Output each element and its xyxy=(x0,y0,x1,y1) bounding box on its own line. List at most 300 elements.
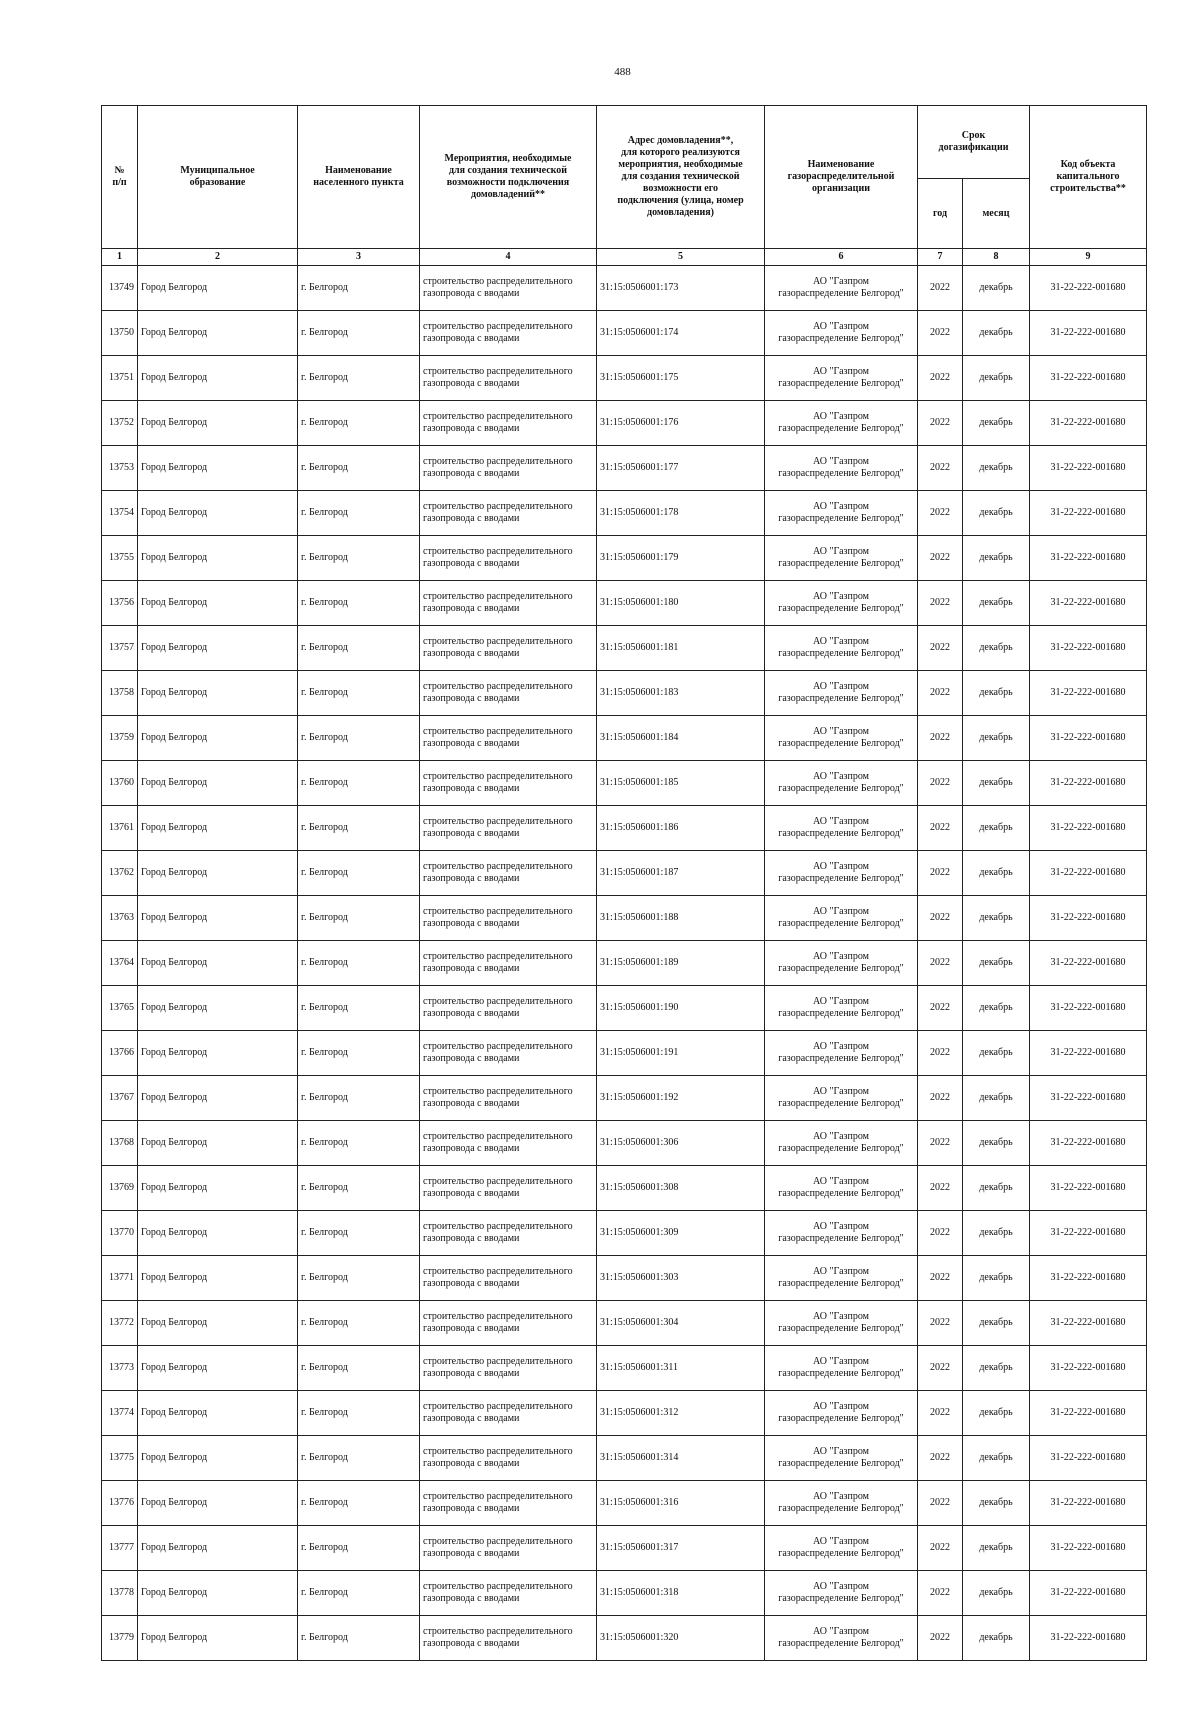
cell-settlement: г. Белгород xyxy=(298,1256,420,1301)
column-number: 6 xyxy=(765,249,918,266)
cell-settlement: г. Белгород xyxy=(298,1571,420,1616)
cell-settlement: г. Белгород xyxy=(298,761,420,806)
cell-address: 31:15:0506001:308 xyxy=(597,1166,765,1211)
cell-month: декабрь xyxy=(963,581,1030,626)
cell-code: 31-22-222-001680 xyxy=(1030,1436,1147,1481)
cell-year: 2022 xyxy=(918,671,963,716)
cell-measure: строительство распределительного газопровода с вводами xyxy=(420,1436,597,1481)
cell-measure: строительство распределительного газопровода с вводами xyxy=(420,626,597,671)
table-row xyxy=(102,1391,1147,1436)
cell-measure: строительство распределительного газопровода с вводами xyxy=(420,851,597,896)
cell-num: 13776 xyxy=(102,1481,138,1526)
column-number: 2 xyxy=(138,249,298,266)
table-row xyxy=(102,356,1147,401)
cell-num: 13777 xyxy=(102,1526,138,1571)
cell-org: АО "Газпром газораспределение Белгород" xyxy=(765,581,918,626)
cell-measure: строительство распределительного газопровода с вводами xyxy=(420,1076,597,1121)
cell-municipality: Город Белгород xyxy=(138,356,298,401)
cell-num: 13756 xyxy=(102,581,138,626)
cell-month: декабрь xyxy=(963,266,1030,311)
cell-year: 2022 xyxy=(918,1481,963,1526)
cell-org: АО "Газпром газораспределение Белгород" xyxy=(765,671,918,716)
cell-org: АО "Газпром газораспределение Белгород" xyxy=(765,1301,918,1346)
cell-year: 2022 xyxy=(918,446,963,491)
cell-code: 31-22-222-001680 xyxy=(1030,896,1147,941)
cell-year: 2022 xyxy=(918,1436,963,1481)
cell-address: 31:15:0506001:318 xyxy=(597,1571,765,1616)
cell-num: 13766 xyxy=(102,1031,138,1076)
table-row xyxy=(102,311,1147,356)
cell-year: 2022 xyxy=(918,1166,963,1211)
cell-code: 31-22-222-001680 xyxy=(1030,491,1147,536)
header-year: год xyxy=(918,179,963,249)
header-municipality: Муниципальное образование xyxy=(138,106,298,249)
cell-municipality: Город Белгород xyxy=(138,761,298,806)
cell-measure: строительство распределительного газопровода с вводами xyxy=(420,1571,597,1616)
cell-settlement: г. Белгород xyxy=(298,1121,420,1166)
table-row xyxy=(102,1436,1147,1481)
cell-year: 2022 xyxy=(918,1211,963,1256)
cell-municipality: Город Белгород xyxy=(138,536,298,581)
table-row xyxy=(102,1076,1147,1121)
cell-municipality: Город Белгород xyxy=(138,1436,298,1481)
cell-measure: строительство распределительного газопровода с вводами xyxy=(420,1346,597,1391)
header-measures: Мероприятия, необходимые для создания технической возможности подключения домовладений** xyxy=(420,106,597,249)
cell-year: 2022 xyxy=(918,266,963,311)
cell-municipality: Город Белгород xyxy=(138,491,298,536)
cell-code: 31-22-222-001680 xyxy=(1030,536,1147,581)
cell-measure: строительство распределительного газопровода с вводами xyxy=(420,1481,597,1526)
cell-measure: строительство распределительного газопровода с вводами xyxy=(420,1211,597,1256)
cell-num: 13753 xyxy=(102,446,138,491)
cell-municipality: Город Белгород xyxy=(138,986,298,1031)
column-number: 8 xyxy=(963,249,1030,266)
cell-settlement: г. Белгород xyxy=(298,356,420,401)
cell-year: 2022 xyxy=(918,1121,963,1166)
cell-year: 2022 xyxy=(918,716,963,761)
cell-address: 31:15:0506001:187 xyxy=(597,851,765,896)
cell-measure: строительство распределительного газопровода с вводами xyxy=(420,1031,597,1076)
cell-address: 31:15:0506001:176 xyxy=(597,401,765,446)
cell-org: АО "Газпром газораспределение Белгород" xyxy=(765,986,918,1031)
cell-code: 31-22-222-001680 xyxy=(1030,1526,1147,1571)
cell-settlement: г. Белгород xyxy=(298,1211,420,1256)
cell-month: декабрь xyxy=(963,1076,1030,1121)
cell-code: 31-22-222-001680 xyxy=(1030,1031,1147,1076)
cell-settlement: г. Белгород xyxy=(298,986,420,1031)
cell-num: 13751 xyxy=(102,356,138,401)
table-row xyxy=(102,761,1147,806)
table-row xyxy=(102,1121,1147,1166)
cell-address: 31:15:0506001:304 xyxy=(597,1301,765,1346)
table-row xyxy=(102,1211,1147,1256)
cell-code: 31-22-222-001680 xyxy=(1030,1481,1147,1526)
cell-num: 13775 xyxy=(102,1436,138,1481)
cell-month: декабрь xyxy=(963,626,1030,671)
cell-code: 31-22-222-001680 xyxy=(1030,1616,1147,1661)
cell-address: 31:15:0506001:189 xyxy=(597,941,765,986)
cell-num: 13769 xyxy=(102,1166,138,1211)
cell-municipality: Город Белгород xyxy=(138,401,298,446)
cell-settlement: г. Белгород xyxy=(298,536,420,581)
cell-measure: строительство распределительного газопровода с вводами xyxy=(420,401,597,446)
table-row xyxy=(102,401,1147,446)
cell-org: АО "Газпром газораспределение Белгород" xyxy=(765,851,918,896)
cell-municipality: Город Белгород xyxy=(138,1346,298,1391)
cell-address: 31:15:0506001:309 xyxy=(597,1211,765,1256)
header-settlement: Наименование населенного пункта xyxy=(298,106,420,249)
cell-measure: строительство распределительного газопровода с вводами xyxy=(420,941,597,986)
cell-year: 2022 xyxy=(918,896,963,941)
cell-address: 31:15:0506001:185 xyxy=(597,761,765,806)
cell-org: АО "Газпром газораспределение Белгород" xyxy=(765,266,918,311)
cell-num: 13778 xyxy=(102,1571,138,1616)
cell-year: 2022 xyxy=(918,626,963,671)
cell-settlement: г. Белгород xyxy=(298,896,420,941)
cell-measure: строительство распределительного газопровода с вводами xyxy=(420,1526,597,1571)
cell-num: 13767 xyxy=(102,1076,138,1121)
cell-year: 2022 xyxy=(918,941,963,986)
cell-address: 31:15:0506001:303 xyxy=(597,1256,765,1301)
cell-municipality: Город Белгород xyxy=(138,716,298,761)
cell-code: 31-22-222-001680 xyxy=(1030,1256,1147,1301)
column-number: 9 xyxy=(1030,249,1147,266)
column-number: 1 xyxy=(102,249,138,266)
cell-code: 31-22-222-001680 xyxy=(1030,986,1147,1031)
cell-code: 31-22-222-001680 xyxy=(1030,401,1147,446)
cell-org: АО "Газпром газораспределение Белгород" xyxy=(765,446,918,491)
cell-month: декабрь xyxy=(963,851,1030,896)
cell-year: 2022 xyxy=(918,1526,963,1571)
cell-settlement: г. Белгород xyxy=(298,806,420,851)
cell-year: 2022 xyxy=(918,401,963,446)
cell-code: 31-22-222-001680 xyxy=(1030,1346,1147,1391)
cell-address: 31:15:0506001:175 xyxy=(597,356,765,401)
cell-code: 31-22-222-001680 xyxy=(1030,1076,1147,1121)
cell-measure: строительство распределительного газопровода с вводами xyxy=(420,1121,597,1166)
cell-num: 13771 xyxy=(102,1256,138,1301)
cell-measure: строительство распределительного газопровода с вводами xyxy=(420,581,597,626)
cell-num: 13770 xyxy=(102,1211,138,1256)
cell-org: АО "Газпром газораспределение Белгород" xyxy=(765,1481,918,1526)
cell-month: декабрь xyxy=(963,311,1030,356)
cell-code: 31-22-222-001680 xyxy=(1030,941,1147,986)
header-term: Срок догазификации xyxy=(918,106,1030,179)
cell-address: 31:15:0506001:174 xyxy=(597,311,765,356)
cell-address: 31:15:0506001:191 xyxy=(597,1031,765,1076)
table-row xyxy=(102,1031,1147,1076)
cell-year: 2022 xyxy=(918,1301,963,1346)
cell-month: декабрь xyxy=(963,356,1030,401)
cell-measure: строительство распределительного газопровода с вводами xyxy=(420,1391,597,1436)
cell-municipality: Город Белгород xyxy=(138,446,298,491)
cell-year: 2022 xyxy=(918,806,963,851)
table-row xyxy=(102,941,1147,986)
cell-org: АО "Газпром газораспределение Белгород" xyxy=(765,1436,918,1481)
cell-num: 13749 xyxy=(102,266,138,311)
cell-municipality: Город Белгород xyxy=(138,806,298,851)
cell-settlement: г. Белгород xyxy=(298,1391,420,1436)
cell-code: 31-22-222-001680 xyxy=(1030,1166,1147,1211)
cell-year: 2022 xyxy=(918,761,963,806)
table-row xyxy=(102,1346,1147,1391)
cell-month: декабрь xyxy=(963,1481,1030,1526)
cell-month: декабрь xyxy=(963,1526,1030,1571)
cell-org: АО "Газпром газораспределение Белгород" xyxy=(765,1571,918,1616)
cell-municipality: Город Белгород xyxy=(138,1571,298,1616)
cell-num: 13762 xyxy=(102,851,138,896)
cell-address: 31:15:0506001:180 xyxy=(597,581,765,626)
cell-address: 31:15:0506001:317 xyxy=(597,1526,765,1571)
cell-municipality: Город Белгород xyxy=(138,1256,298,1301)
header-code: Код объекта капитального строительства** xyxy=(1030,106,1147,249)
cell-code: 31-22-222-001680 xyxy=(1030,1571,1147,1616)
cell-year: 2022 xyxy=(918,1031,963,1076)
table-row xyxy=(102,1166,1147,1211)
cell-org: АО "Газпром газораспределение Белгород" xyxy=(765,536,918,581)
table-row xyxy=(102,851,1147,896)
cell-municipality: Город Белгород xyxy=(138,1031,298,1076)
table-row xyxy=(102,1301,1147,1346)
cell-org: АО "Газпром газораспределение Белгород" xyxy=(765,1256,918,1301)
cell-org: АО "Газпром газораспределение Белгород" xyxy=(765,626,918,671)
table-row xyxy=(102,716,1147,761)
cell-num: 13752 xyxy=(102,401,138,446)
cell-org: АО "Газпром газораспределение Белгород" xyxy=(765,806,918,851)
cell-municipality: Город Белгород xyxy=(138,581,298,626)
cell-measure: строительство распределительного газопровода с вводами xyxy=(420,761,597,806)
cell-measure: строительство распределительного газопровода с вводами xyxy=(420,1166,597,1211)
table-row xyxy=(102,626,1147,671)
cell-settlement: г. Белгород xyxy=(298,1616,420,1661)
cell-measure: строительство распределительного газопровода с вводами xyxy=(420,491,597,536)
table-row xyxy=(102,806,1147,851)
cell-code: 31-22-222-001680 xyxy=(1030,806,1147,851)
cell-year: 2022 xyxy=(918,311,963,356)
cell-municipality: Город Белгород xyxy=(138,1166,298,1211)
cell-month: декабрь xyxy=(963,806,1030,851)
cell-code: 31-22-222-001680 xyxy=(1030,761,1147,806)
cell-org: АО "Газпром газораспределение Белгород" xyxy=(765,1526,918,1571)
cell-measure: строительство распределительного газопровода с вводами xyxy=(420,1301,597,1346)
cell-address: 31:15:0506001:312 xyxy=(597,1391,765,1436)
cell-measure: строительство распределительного газопровода с вводами xyxy=(420,536,597,581)
cell-municipality: Город Белгород xyxy=(138,1211,298,1256)
cell-code: 31-22-222-001680 xyxy=(1030,581,1147,626)
cell-month: декабрь xyxy=(963,491,1030,536)
cell-month: декабрь xyxy=(963,1436,1030,1481)
cell-code: 31-22-222-001680 xyxy=(1030,446,1147,491)
table-row xyxy=(102,1616,1147,1661)
table-row xyxy=(102,1571,1147,1616)
cell-municipality: Город Белгород xyxy=(138,311,298,356)
cell-org: АО "Газпром газораспределение Белгород" xyxy=(765,356,918,401)
cell-year: 2022 xyxy=(918,491,963,536)
cell-year: 2022 xyxy=(918,1616,963,1661)
table-row xyxy=(102,581,1147,626)
cell-month: декабрь xyxy=(963,941,1030,986)
table-row xyxy=(102,536,1147,581)
cell-org: АО "Газпром газораспределение Белгород" xyxy=(765,1121,918,1166)
cell-municipality: Город Белгород xyxy=(138,896,298,941)
cell-code: 31-22-222-001680 xyxy=(1030,1391,1147,1436)
cell-settlement: г. Белгород xyxy=(298,1166,420,1211)
cell-month: декабрь xyxy=(963,716,1030,761)
cell-address: 31:15:0506001:173 xyxy=(597,266,765,311)
cell-measure: строительство распределительного газопровода с вводами xyxy=(420,806,597,851)
cell-settlement: г. Белгород xyxy=(298,446,420,491)
cell-num: 13750 xyxy=(102,311,138,356)
cell-month: декабрь xyxy=(963,1256,1030,1301)
table-row xyxy=(102,986,1147,1031)
cell-num: 13763 xyxy=(102,896,138,941)
cell-measure: строительство распределительного газопровода с вводами xyxy=(420,1616,597,1661)
cell-year: 2022 xyxy=(918,581,963,626)
cell-org: АО "Газпром газораспределение Белгород" xyxy=(765,716,918,761)
cell-code: 31-22-222-001680 xyxy=(1030,626,1147,671)
cell-address: 31:15:0506001:181 xyxy=(597,626,765,671)
cell-settlement: г. Белгород xyxy=(298,671,420,716)
cell-org: АО "Газпром газораспределение Белгород" xyxy=(765,1346,918,1391)
cell-municipality: Город Белгород xyxy=(138,1391,298,1436)
column-number: 4 xyxy=(420,249,597,266)
cell-address: 31:15:0506001:177 xyxy=(597,446,765,491)
cell-month: декабрь xyxy=(963,401,1030,446)
cell-address: 31:15:0506001:186 xyxy=(597,806,765,851)
cell-month: декабрь xyxy=(963,761,1030,806)
cell-settlement: г. Белгород xyxy=(298,1481,420,1526)
cell-year: 2022 xyxy=(918,1391,963,1436)
cell-settlement: г. Белгород xyxy=(298,1346,420,1391)
column-number: 5 xyxy=(597,249,765,266)
header-org: Наименование газораспределительной организации xyxy=(765,106,918,249)
cell-municipality: Город Белгород xyxy=(138,1301,298,1346)
column-number: 3 xyxy=(298,249,420,266)
cell-org: АО "Газпром газораспределение Белгород" xyxy=(765,1391,918,1436)
cell-month: декабрь xyxy=(963,986,1030,1031)
cell-code: 31-22-222-001680 xyxy=(1030,716,1147,761)
cell-municipality: Город Белгород xyxy=(138,1481,298,1526)
cell-num: 13772 xyxy=(102,1301,138,1346)
table-row xyxy=(102,1526,1147,1571)
cell-address: 31:15:0506001:178 xyxy=(597,491,765,536)
cell-address: 31:15:0506001:183 xyxy=(597,671,765,716)
cell-num: 13760 xyxy=(102,761,138,806)
table-row xyxy=(102,671,1147,716)
cell-year: 2022 xyxy=(918,356,963,401)
cell-num: 13773 xyxy=(102,1346,138,1391)
cell-municipality: Город Белгород xyxy=(138,1076,298,1121)
cell-num: 13757 xyxy=(102,626,138,671)
cell-num: 13755 xyxy=(102,536,138,581)
cell-settlement: г. Белгород xyxy=(298,1436,420,1481)
cell-month: декабрь xyxy=(963,536,1030,581)
cell-address: 31:15:0506001:311 xyxy=(597,1346,765,1391)
cell-address: 31:15:0506001:190 xyxy=(597,986,765,1031)
cell-num: 13764 xyxy=(102,941,138,986)
cell-address: 31:15:0506001:316 xyxy=(597,1481,765,1526)
cell-settlement: г. Белгород xyxy=(298,941,420,986)
cell-month: декабрь xyxy=(963,1211,1030,1256)
cell-measure: строительство распределительного газопровода с вводами xyxy=(420,356,597,401)
cell-num: 13779 xyxy=(102,1616,138,1661)
table-row xyxy=(102,266,1147,311)
cell-code: 31-22-222-001680 xyxy=(1030,1211,1147,1256)
table-row xyxy=(102,1256,1147,1301)
cell-month: декабрь xyxy=(963,1391,1030,1436)
cell-settlement: г. Белгород xyxy=(298,1301,420,1346)
cell-month: декабрь xyxy=(963,1346,1030,1391)
cell-month: декабрь xyxy=(963,1616,1030,1661)
cell-num: 13761 xyxy=(102,806,138,851)
cell-address: 31:15:0506001:192 xyxy=(597,1076,765,1121)
cell-year: 2022 xyxy=(918,986,963,1031)
cell-year: 2022 xyxy=(918,851,963,896)
cell-address: 31:15:0506001:184 xyxy=(597,716,765,761)
cell-measure: строительство распределительного газопровода с вводами xyxy=(420,716,597,761)
cell-code: 31-22-222-001680 xyxy=(1030,671,1147,716)
cell-address: 31:15:0506001:306 xyxy=(597,1121,765,1166)
cell-org: АО "Газпром газораспределение Белгород" xyxy=(765,401,918,446)
cell-month: декабрь xyxy=(963,1301,1030,1346)
cell-measure: строительство распределительного газопровода с вводами xyxy=(420,311,597,356)
cell-num: 13774 xyxy=(102,1391,138,1436)
cell-num: 13754 xyxy=(102,491,138,536)
cell-org: АО "Газпром газораспределение Белгород" xyxy=(765,1031,918,1076)
cell-year: 2022 xyxy=(918,1256,963,1301)
cell-settlement: г. Белгород xyxy=(298,311,420,356)
cell-num: 13768 xyxy=(102,1121,138,1166)
table-row xyxy=(102,896,1147,941)
cell-num: 13759 xyxy=(102,716,138,761)
cell-address: 31:15:0506001:314 xyxy=(597,1436,765,1481)
table-row xyxy=(102,1481,1147,1526)
cell-org: АО "Газпром газораспределение Белгород" xyxy=(765,761,918,806)
cell-num: 13765 xyxy=(102,986,138,1031)
cell-month: декабрь xyxy=(963,1031,1030,1076)
cell-settlement: г. Белгород xyxy=(298,1076,420,1121)
gasification-table xyxy=(101,105,1147,1661)
cell-measure: строительство распределительного газопровода с вводами xyxy=(420,446,597,491)
header-address: Адрес домовладения**, для которого реализуются мероприятия, необходимые для создания технической возможности его подключения (улица, номер домовладения) xyxy=(597,106,765,249)
cell-year: 2022 xyxy=(918,1346,963,1391)
cell-org: АО "Газпром газораспределение Белгород" xyxy=(765,491,918,536)
cell-code: 31-22-222-001680 xyxy=(1030,1121,1147,1166)
cell-code: 31-22-222-001680 xyxy=(1030,356,1147,401)
cell-year: 2022 xyxy=(918,1076,963,1121)
cell-municipality: Город Белгород xyxy=(138,1121,298,1166)
cell-address: 31:15:0506001:320 xyxy=(597,1616,765,1661)
cell-settlement: г. Белгород xyxy=(298,716,420,761)
page-number: 488 xyxy=(614,66,631,78)
cell-measure: строительство распределительного газопровода с вводами xyxy=(420,1256,597,1301)
cell-month: декабрь xyxy=(963,896,1030,941)
table-row xyxy=(102,491,1147,536)
cell-code: 31-22-222-001680 xyxy=(1030,311,1147,356)
cell-month: декабрь xyxy=(963,1571,1030,1616)
cell-org: АО "Газпром газораспределение Белгород" xyxy=(765,1211,918,1256)
cell-municipality: Город Белгород xyxy=(138,941,298,986)
cell-municipality: Город Белгород xyxy=(138,1616,298,1661)
cell-code: 31-22-222-001680 xyxy=(1030,851,1147,896)
cell-settlement: г. Белгород xyxy=(298,1031,420,1076)
cell-measure: строительство распределительного газопровода с вводами xyxy=(420,266,597,311)
cell-address: 31:15:0506001:188 xyxy=(597,896,765,941)
cell-month: декабрь xyxy=(963,671,1030,716)
cell-settlement: г. Белгород xyxy=(298,851,420,896)
cell-settlement: г. Белгород xyxy=(298,266,420,311)
cell-municipality: Город Белгород xyxy=(138,266,298,311)
